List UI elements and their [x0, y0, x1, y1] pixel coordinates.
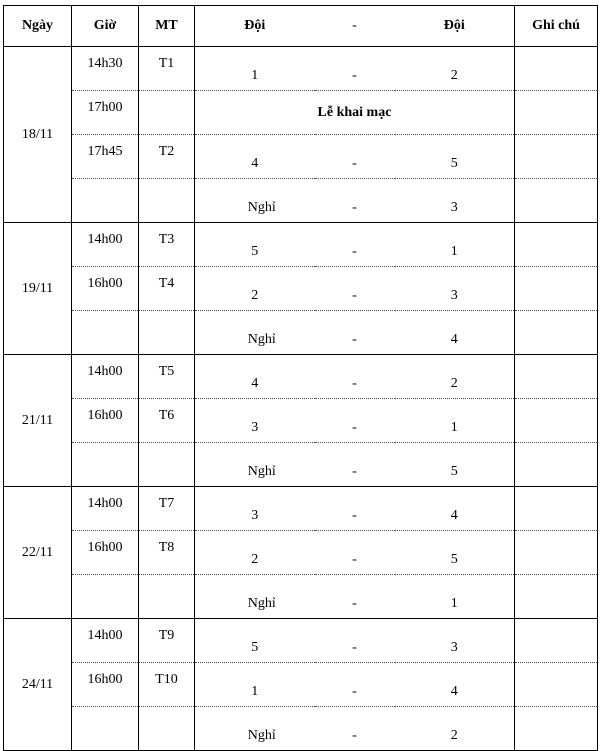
match-cell: T9 [139, 619, 195, 663]
match-cell [139, 575, 195, 619]
time-cell [72, 311, 139, 355]
team-a-cell: Nghỉ [195, 443, 315, 487]
time-cell: 14h00 [72, 223, 139, 267]
match-cell: T2 [139, 135, 195, 179]
team-b-cell: 1 [395, 575, 515, 619]
table-row [4, 47, 598, 91]
team-a-cell: Nghỉ [195, 575, 315, 619]
team-a-cell: Nghỉ [195, 707, 315, 751]
header-team-b: Đội [395, 6, 515, 47]
dash-cell: - [315, 443, 395, 487]
time-cell: 14h00 [72, 487, 139, 531]
time-cell: 14h00 [72, 355, 139, 399]
match-cell: T8 [139, 531, 195, 575]
table-row [4, 267, 598, 311]
table-row [4, 355, 598, 399]
date-cell: 19/11 [4, 223, 72, 355]
team-a-cell: Nghỉ [195, 311, 315, 355]
team-b-cell: 3 [395, 619, 515, 663]
dash-cell: - [315, 487, 395, 531]
header-time: Giờ [72, 6, 139, 47]
dash-cell: - [315, 355, 395, 399]
team-a-cell: 2 [195, 531, 315, 575]
time-cell [72, 443, 139, 487]
table-row [4, 707, 598, 751]
team-a-cell: 4 [195, 355, 315, 399]
match-cell [139, 179, 195, 223]
team-b-cell: 4 [395, 311, 515, 355]
match-cell: T10 [139, 663, 195, 707]
team-b-cell: 5 [395, 443, 515, 487]
table-row [4, 443, 598, 487]
team-b-cell: 2 [395, 707, 515, 751]
dash-cell: - [315, 179, 395, 223]
dash-cell: - [315, 223, 395, 267]
team-b-cell: 5 [395, 135, 515, 179]
dash-cell: - [315, 135, 395, 179]
team-a-cell: 1 [195, 47, 315, 91]
time-cell [72, 179, 139, 223]
note-cell [515, 443, 598, 487]
team-a-cell: 2 [195, 267, 315, 311]
team-b-cell: 2 [395, 355, 515, 399]
note-cell [515, 399, 598, 443]
time-cell: 14h00 [72, 619, 139, 663]
date-cell: 24/11 [4, 619, 72, 751]
team-b-cell: 1 [395, 399, 515, 443]
note-cell [515, 663, 598, 707]
dash-cell: - [315, 619, 395, 663]
table-row [4, 223, 598, 267]
match-cell [139, 443, 195, 487]
table-row [4, 135, 598, 179]
note-cell [515, 91, 598, 135]
match-cell [139, 707, 195, 751]
header-note: Ghi chú [515, 6, 598, 47]
team-b-cell: 5 [395, 531, 515, 575]
team-b-cell: 4 [395, 487, 515, 531]
dash-cell: - [315, 663, 395, 707]
team-a-cell: 1 [195, 663, 315, 707]
dash-cell: - [315, 399, 395, 443]
dash-cell: - [315, 575, 395, 619]
dash-cell: - [315, 267, 395, 311]
team-a-cell: Nghỉ [195, 179, 315, 223]
match-cell: T6 [139, 399, 195, 443]
table-row [4, 399, 598, 443]
date-cell: 21/11 [4, 355, 72, 487]
time-cell: 16h00 [72, 267, 139, 311]
team-b-cell: 3 [395, 267, 515, 311]
team-b-cell: 1 [395, 223, 515, 267]
match-cell: T3 [139, 223, 195, 267]
match-cell [139, 311, 195, 355]
header-team-a: Đội [195, 6, 315, 47]
table-row [4, 575, 598, 619]
note-cell [515, 135, 598, 179]
team-a-cell: 4 [195, 135, 315, 179]
schedule-table [3, 5, 598, 751]
time-cell: 17h45 [72, 135, 139, 179]
table-row [4, 179, 598, 223]
table-row [4, 487, 598, 531]
match-cell [139, 91, 195, 135]
table-row [4, 91, 598, 135]
team-b-cell: 2 [395, 47, 515, 91]
note-cell [515, 267, 598, 311]
dash-cell: - [315, 47, 395, 91]
team-a-cell: 5 [195, 223, 315, 267]
note-cell [515, 311, 598, 355]
note-cell [515, 707, 598, 751]
team-a-cell: 3 [195, 487, 315, 531]
header-date: Ngày [4, 6, 72, 47]
team-b-cell: 4 [395, 663, 515, 707]
schedule-body [4, 47, 598, 751]
dash-cell: - [315, 311, 395, 355]
time-cell [72, 707, 139, 751]
time-cell: 14h30 [72, 47, 139, 91]
match-cell: T4 [139, 267, 195, 311]
time-cell: 17h00 [72, 91, 139, 135]
time-cell: 16h00 [72, 399, 139, 443]
table-row [4, 619, 598, 663]
team-a-cell: 3 [195, 399, 315, 443]
date-cell: 18/11 [4, 47, 72, 223]
match-cell: T1 [139, 47, 195, 91]
date-cell: 22/11 [4, 487, 72, 619]
note-cell [515, 619, 598, 663]
event-cell: Lễ khai mạc [195, 91, 515, 135]
note-cell [515, 487, 598, 531]
header-row [4, 6, 598, 47]
note-cell [515, 47, 598, 91]
note-cell [515, 179, 598, 223]
note-cell [515, 531, 598, 575]
note-cell [515, 355, 598, 399]
dash-cell: - [315, 707, 395, 751]
table-row [4, 663, 598, 707]
team-a-cell: 5 [195, 619, 315, 663]
match-cell: T5 [139, 355, 195, 399]
time-cell: 16h00 [72, 663, 139, 707]
header-dash: - [315, 6, 395, 47]
time-cell: 16h00 [72, 531, 139, 575]
match-cell: T7 [139, 487, 195, 531]
note-cell [515, 575, 598, 619]
team-b-cell: 3 [395, 179, 515, 223]
time-cell [72, 575, 139, 619]
table-row [4, 531, 598, 575]
dash-cell: - [315, 531, 395, 575]
table-row [4, 311, 598, 355]
header-match: MT [139, 6, 195, 47]
note-cell [515, 223, 598, 267]
